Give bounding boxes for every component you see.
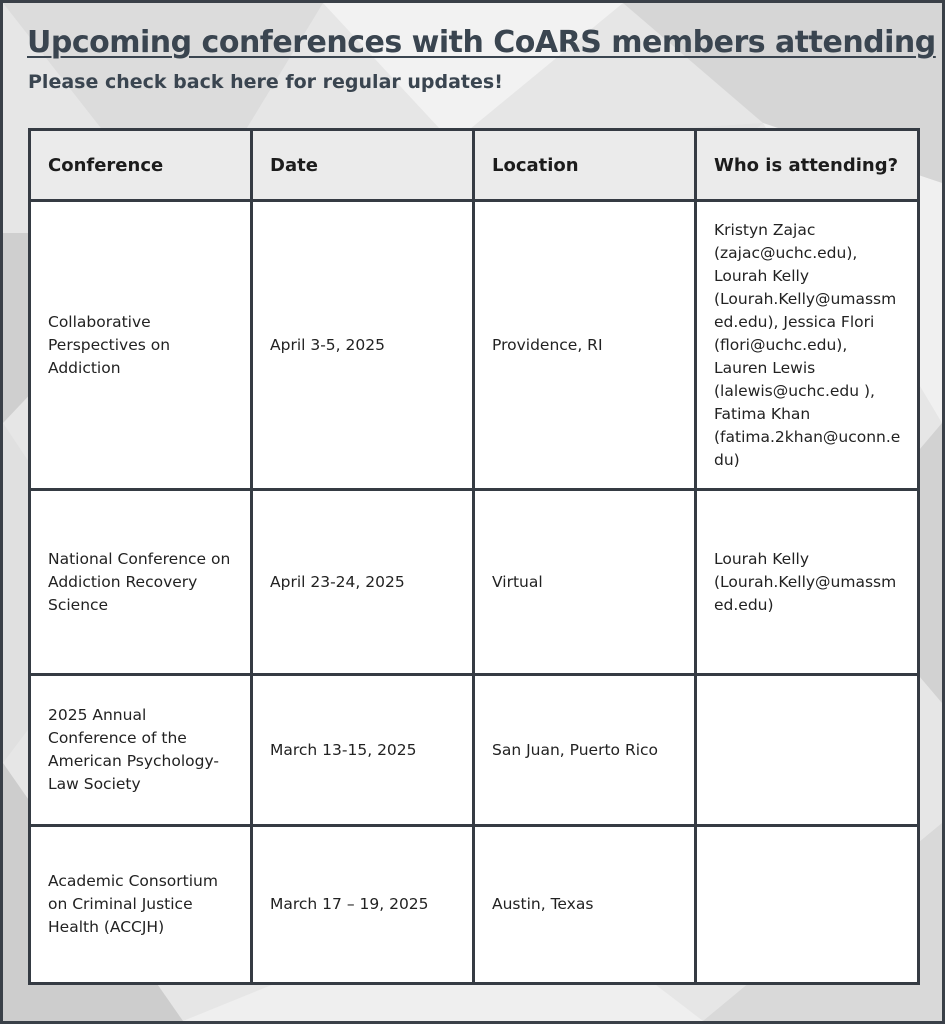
- cell-location: Austin, Texas: [474, 826, 696, 984]
- cell-conference: National Conference on Addiction Recovery Science: [30, 490, 252, 675]
- conference-table: [28, 128, 920, 985]
- table-row: [30, 201, 919, 490]
- column-header-date: Date: [252, 130, 474, 201]
- cell-conference: Academic Consortium on Criminal Justice Health (ACCJH): [30, 826, 252, 984]
- cell-location: Providence, RI: [474, 201, 696, 490]
- cell-conference: 2025 Annual Conference of the American Psychology-Law Society: [30, 675, 252, 826]
- column-header-conference: Conference: [30, 130, 252, 201]
- column-header-attending: Who is attending?: [696, 130, 919, 201]
- cell-attending: Lourah Kelly (Lourah.Kelly@umassmed.edu): [696, 490, 919, 675]
- cell-date: April 3-5, 2025: [252, 201, 474, 490]
- table-row: [30, 675, 919, 826]
- table-row: [30, 826, 919, 984]
- cell-attending: [696, 675, 919, 826]
- page-subtitle: Please check back here for regular updates!: [28, 71, 503, 93]
- cell-attending: Kristyn Zajac (zajac@uchc.edu), Lourah Kelly (Lourah.Kelly@umassmed.edu), Jessica Flori (flori@uchc.edu), Lauren Lewis (lalewis@uchc.edu ), Fatima Khan (fatima.2khan@uconn.edu): [696, 201, 919, 490]
- cell-attending: [696, 826, 919, 984]
- column-header-location: Location: [474, 130, 696, 201]
- cell-date: March 13-15, 2025: [252, 675, 474, 826]
- cell-date: March 17 – 19, 2025: [252, 826, 474, 984]
- table-header-row: [30, 130, 919, 201]
- cell-date: April 23-24, 2025: [252, 490, 474, 675]
- table-row: [30, 490, 919, 675]
- cell-location: San Juan, Puerto Rico: [474, 675, 696, 826]
- page-title: Upcoming conferences with CoARS members attending: [27, 25, 936, 60]
- cell-location: Virtual: [474, 490, 696, 675]
- cell-conference: Collaborative Perspectives on Addiction: [30, 201, 252, 490]
